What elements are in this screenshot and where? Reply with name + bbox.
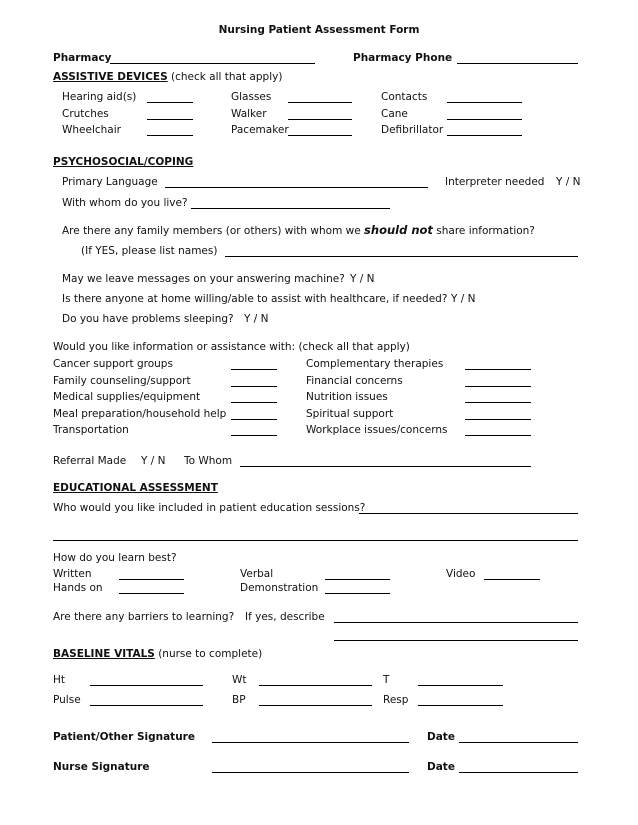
sleep-question: Do you have problems sleeping?: [62, 313, 234, 325]
learn-method-field[interactable]: [325, 593, 390, 594]
learn-method-field[interactable]: [325, 579, 390, 580]
learn-method-field[interactable]: [119, 579, 184, 580]
sleep-yn[interactable]: Y / N: [244, 313, 269, 325]
device-check-field[interactable]: [147, 135, 193, 136]
device-check-field[interactable]: [288, 135, 352, 136]
info-check-field[interactable]: [465, 419, 531, 420]
family-names-field[interactable]: [225, 256, 578, 257]
barriers-question: Are there any barriers to learning?: [53, 611, 235, 623]
patient-date-label: Date: [427, 731, 455, 743]
pharmacy-phone-label: Pharmacy Phone: [353, 52, 453, 64]
nurse-signature-field[interactable]: [212, 772, 409, 773]
psychosocial-heading: PSYCHOSOCIAL/COPING: [53, 156, 194, 168]
info-check-field[interactable]: [231, 386, 277, 387]
learn-method-label: Video: [446, 568, 476, 580]
vital-field[interactable]: [259, 685, 372, 686]
learn-method-field[interactable]: [484, 579, 540, 580]
nurse-signature-label: Nurse Signature: [53, 761, 150, 773]
nurse-date-label: Date: [427, 761, 455, 773]
device-check-field[interactable]: [147, 119, 193, 120]
learn-method-label: Demonstration: [240, 582, 319, 594]
info-option-label: Workplace issues/concerns: [306, 424, 448, 436]
pharmacy-field[interactable]: [110, 63, 315, 64]
sessions-field-continued[interactable]: [53, 540, 578, 541]
messages-yn[interactable]: Y / N: [350, 273, 375, 285]
nurse-date-field[interactable]: [459, 772, 578, 773]
vitals-heading-row: [53, 648, 262, 661]
device-label: Wheelchair: [62, 124, 121, 136]
family-question-post: share information?: [436, 225, 535, 237]
device-check-field[interactable]: [288, 119, 352, 120]
assistive-heading-row: [53, 71, 282, 84]
device-check-field[interactable]: [447, 102, 522, 103]
info-option-label: Meal preparation/household help: [53, 408, 227, 420]
learn-method-field[interactable]: [119, 593, 184, 594]
device-check-field[interactable]: [288, 102, 352, 103]
device-label: Crutches: [62, 108, 109, 120]
device-label: Cane: [381, 108, 408, 120]
vital-label: BP: [232, 694, 246, 706]
info-option-label: Nutrition issues: [306, 391, 388, 403]
device-label: Pacemaker: [231, 124, 289, 136]
info-option-label: Family counseling/support: [53, 375, 191, 387]
patient-date-field[interactable]: [459, 742, 578, 743]
sessions-field[interactable]: [359, 513, 578, 514]
info-option-label: Medical supplies/equipment: [53, 391, 201, 403]
vital-label: Pulse: [53, 694, 81, 706]
vitals-heading: BASELINE VITALS: [53, 648, 155, 660]
learn-method-label: Written: [53, 568, 92, 580]
device-label: Contacts: [381, 91, 428, 103]
learn-method-label: Hands on: [53, 582, 103, 594]
primary-language-field[interactable]: [165, 187, 428, 188]
info-prompt: Would you like information or assistance with: (check all that apply): [53, 341, 410, 353]
device-check-field[interactable]: [447, 119, 522, 120]
page-title: Nursing Patient Assessment Form: [218, 24, 420, 36]
info-option-label: Financial concerns: [306, 375, 403, 387]
vital-label: Wt: [232, 674, 247, 686]
device-label: Glasses: [231, 91, 272, 103]
primary-language-label: Primary Language: [62, 176, 158, 188]
info-check-field[interactable]: [465, 402, 531, 403]
assist-yn[interactable]: Y / N: [451, 293, 476, 305]
patient-signature-label: Patient/Other Signature: [53, 731, 195, 743]
vital-field[interactable]: [418, 705, 503, 706]
learn-question: How do you learn best?: [53, 552, 177, 564]
vital-field[interactable]: [259, 705, 372, 706]
info-option-label: Transportation: [53, 424, 129, 436]
live-with-field[interactable]: [191, 208, 390, 209]
info-check-field[interactable]: [231, 369, 277, 370]
info-option-label: Spiritual support: [306, 408, 394, 420]
interpreter-label: Interpreter needed: [445, 176, 545, 188]
family-question-emphasis: should not: [364, 223, 433, 237]
pharmacy-phone-field[interactable]: [457, 63, 578, 64]
patient-signature-field[interactable]: [212, 742, 409, 743]
vital-field[interactable]: [418, 685, 503, 686]
info-check-field[interactable]: [231, 419, 277, 420]
learn-method-label: Verbal: [240, 568, 274, 580]
to-whom-field[interactable]: [240, 466, 531, 467]
barriers-describe-label: If yes, describe: [245, 611, 325, 623]
vital-label: Resp: [383, 694, 409, 706]
assistive-heading: ASSISTIVE DEVICES: [53, 71, 168, 83]
info-check-field[interactable]: [465, 369, 531, 370]
family-question: [62, 224, 535, 238]
barriers-field[interactable]: [334, 622, 578, 623]
barriers-field-continued[interactable]: [334, 640, 578, 641]
info-check-field[interactable]: [465, 435, 531, 436]
sessions-question: Who would you like included in patient education sessions?: [53, 502, 366, 514]
family-question-pre: Are there any family members (or others) with whom we: [62, 225, 361, 237]
referral-label: Referral Made: [53, 455, 127, 467]
assistive-note: (check all that apply): [170, 71, 283, 83]
device-check-field[interactable]: [447, 135, 522, 136]
info-option-label: Cancer support groups: [53, 358, 173, 370]
assist-question: Is there anyone at home willing/able to assist with healthcare, if needed?: [62, 293, 448, 305]
device-check-field[interactable]: [147, 102, 193, 103]
vital-field[interactable]: [90, 685, 203, 686]
interpreter-yn[interactable]: Y / N: [556, 176, 581, 188]
vitals-note: (nurse to complete): [158, 648, 263, 660]
device-label: Hearing aid(s): [62, 91, 137, 103]
live-with-label: With whom do you live?: [62, 197, 188, 209]
info-check-field[interactable]: [231, 435, 277, 436]
vital-label: T: [383, 674, 390, 686]
info-option-label: Complementary therapies: [306, 358, 444, 370]
device-label: Defibrillator: [381, 124, 444, 136]
device-label: Walker: [231, 108, 267, 120]
if-yes-label: (If YES, please list names): [81, 245, 218, 257]
to-whom-label: To Whom: [184, 455, 233, 467]
info-check-field[interactable]: [465, 386, 531, 387]
info-check-field[interactable]: [231, 402, 277, 403]
referral-yn[interactable]: Y / N: [141, 455, 166, 467]
pharmacy-label: Pharmacy: [53, 52, 112, 64]
vital-label: Ht: [53, 674, 66, 686]
vital-field[interactable]: [90, 705, 203, 706]
messages-question: May we leave messages on your answering machine?: [62, 273, 345, 285]
education-heading: EDUCATIONAL ASSESSMENT: [53, 482, 218, 494]
